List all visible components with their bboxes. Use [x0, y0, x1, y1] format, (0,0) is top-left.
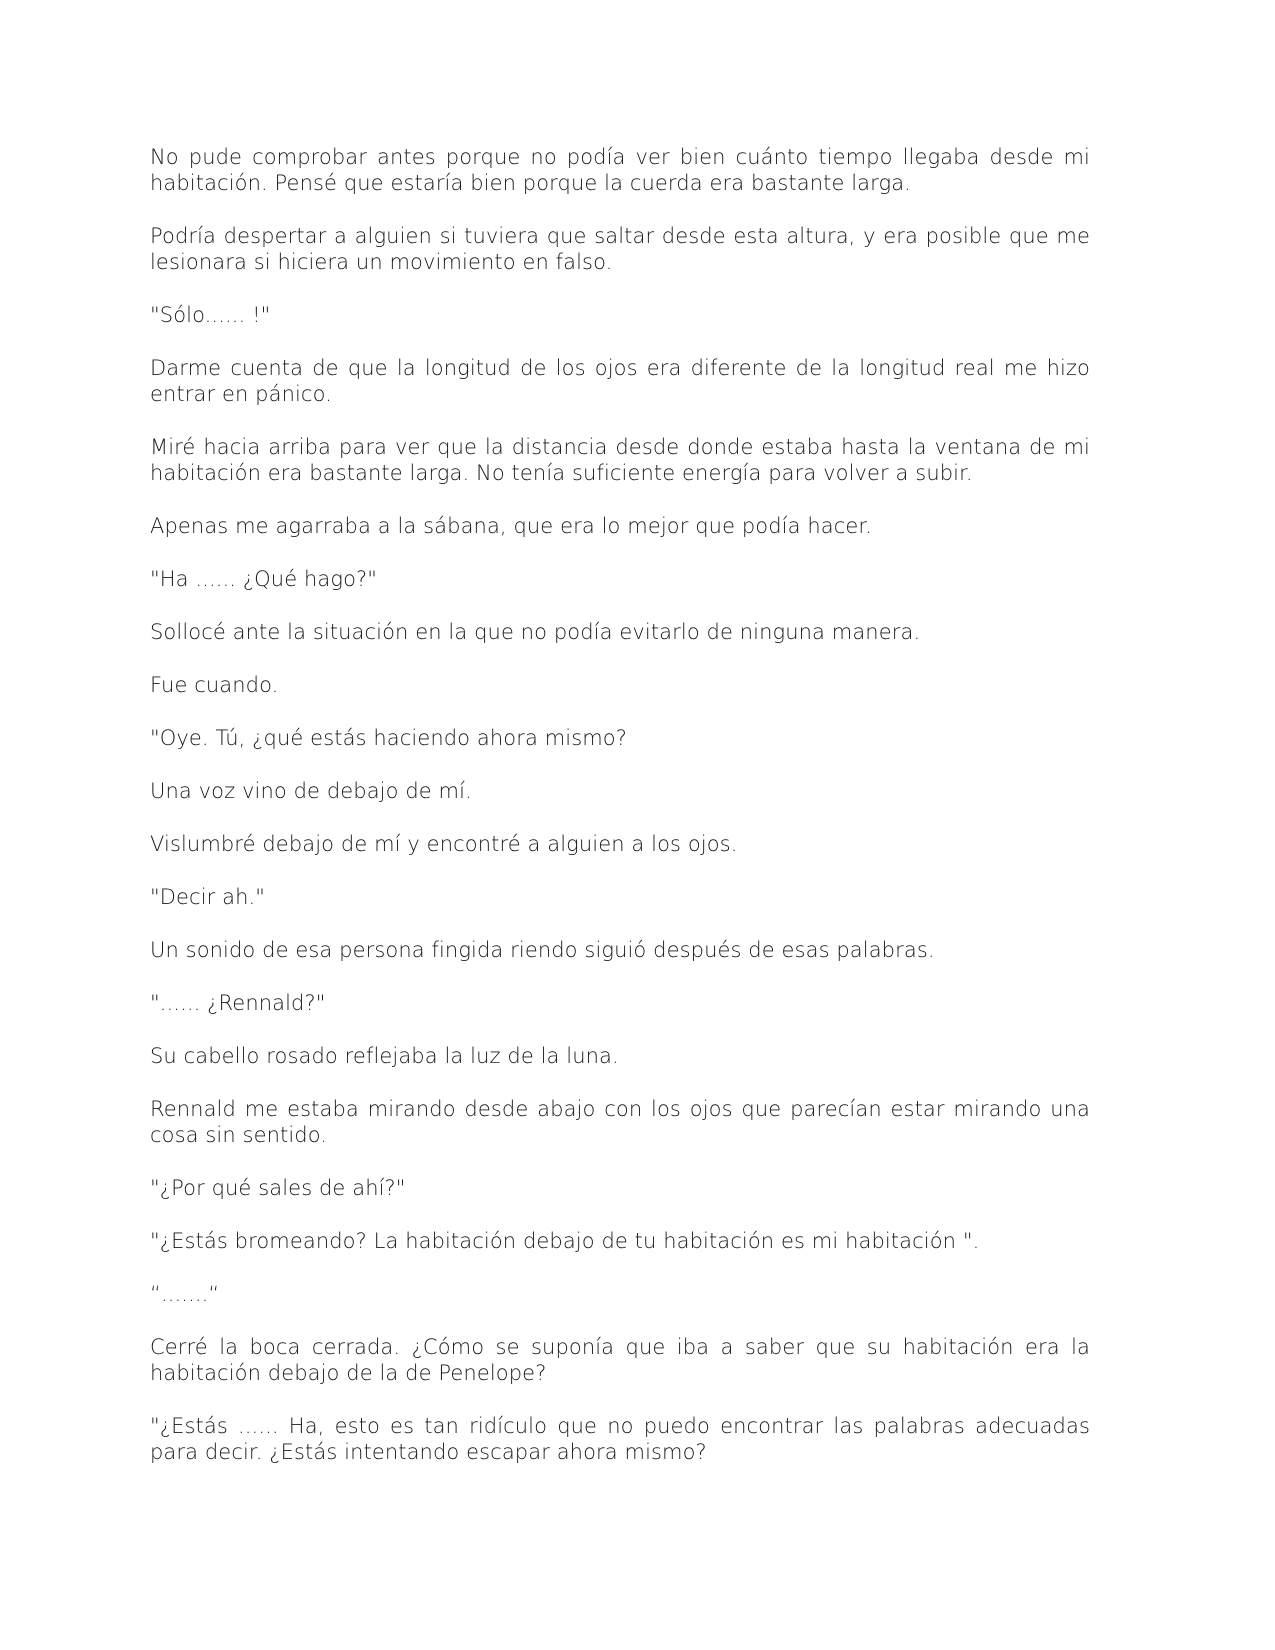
paragraph: Podría despertar a alguien si tuviera que saltar desde esta altura, y era posible que me lesionara si hiciera un movimiento en falso. — [150, 224, 1090, 274]
paragraph: Darme cuenta de que la longitud de los ojos era diferente de la longitud real me hizo entrar en pánico. — [150, 356, 1090, 406]
paragraph: No pude comprobar antes porque no podía ver bien cuánto tiempo llegaba desde mi habitación. Pensé que estaría bien porque la cuerda era bastante larga. — [150, 145, 1090, 195]
paragraph: Vislumbré debajo de mí y encontré a alguien a los ojos. — [150, 832, 738, 856]
paragraph: Su cabello rosado reflejaba la luz de la luna. — [150, 1044, 619, 1068]
paragraph: "Ha ...... ¿Qué hago?" — [150, 567, 378, 591]
paragraph: "¿Por qué sales de ahí?" — [150, 1176, 406, 1200]
paragraph: Sollocé ante la situación en la que no podía evitarlo de ninguna manera. — [150, 620, 921, 644]
paragraph: "¿Estás ...... Ha, esto es tan ridículo que no puedo encontrar las palabras adecuadas para decir. ¿Estás intentando escapar ahora mismo? — [150, 1414, 1090, 1464]
paragraph: Un sonido de esa persona fingida riendo siguió después de esas palabras. — [150, 938, 935, 962]
paragraph: "Sólo...... !" — [150, 303, 271, 327]
paragraph: "...... ¿Rennald?" — [150, 991, 326, 1015]
paragraph: Miré hacia arriba para ver que la distancia desde donde estaba hasta la ventana de mi habitación era bastante larga. No tenía suficiente energía para volver a subir. — [150, 435, 1090, 485]
paragraph: “.......“ — [150, 1282, 220, 1306]
paragraph: "Oye. Tú, ¿qué estás haciendo ahora mismo? — [150, 726, 627, 750]
paragraph: "¿Estás bromeando? La habitación debajo de tu habitación es mi habitación ". — [150, 1229, 980, 1253]
paragraph: Rennald me estaba mirando desde abajo con los ojos que parecían estar mirando una cosa sin sentido. — [150, 1097, 1090, 1147]
paragraph: Una voz vino de debajo de mí. — [150, 779, 472, 803]
paragraph: Cerré la boca cerrada. ¿Cómo se suponía que iba a saber que su habitación era la habitación debajo de la de Penelope? — [150, 1335, 1090, 1385]
document-body — [150, 144, 1090, 1492]
paragraph: "Decir ah." — [150, 885, 266, 909]
paragraph: Apenas me agarraba a la sábana, que era lo mejor que podía hacer. — [150, 514, 872, 538]
paragraph: Fue cuando. — [150, 673, 279, 697]
